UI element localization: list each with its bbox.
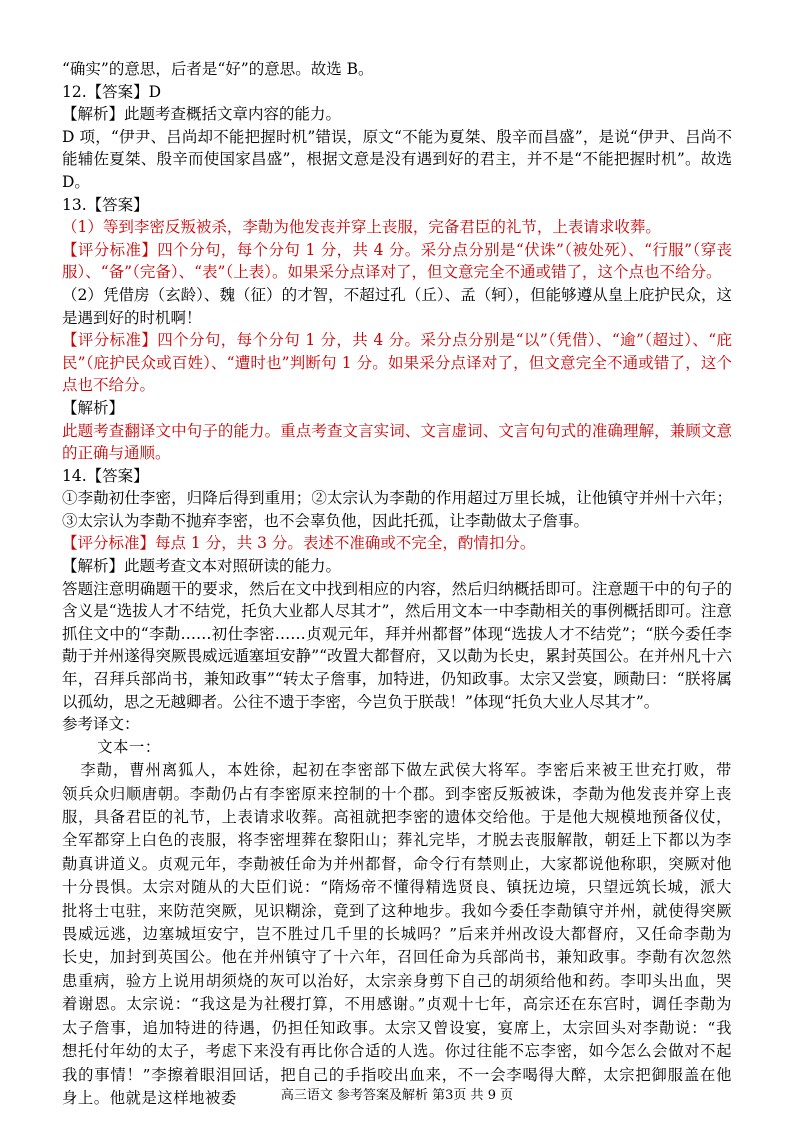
question-13-answer: 13.【答案】 xyxy=(62,195,149,214)
question-12-answer: 12.【答案】D xyxy=(62,82,162,101)
reference-translation-heading: 参考译文： xyxy=(62,715,140,734)
page-footer: 高三语文 参考答案及解析 第3页 共 9 页 xyxy=(280,1088,514,1103)
question-12-analysis: 【解析】此题考查概括文章内容的能力。 xyxy=(62,105,342,124)
question-14-scoring: 【评分标准】每点 1 分，共 3 分。表述不准确或不完全，酌情扣分。 xyxy=(62,534,536,553)
text-one-translation: 李勣，曹州离狐人，本姓徐，起初在李密部下做左武侯大将军。李密后来被王世充打败，带领兵众归顺唐朝。李勣仍占有李密原来控制的十个郡。到李密反叛被诛，李勣为他发丧并穿上丧服，具备君臣的礼节，上表请求收葬。高祖就把李密的遗体交给他。于是他大规模地预备仪仗，全军都穿上白色的丧服，将李密埋葬在黎阳山；葬礼完毕，才脱去丧服解散，朝廷上下都以为李勣真讲道义。贞观元年，李勣被任命为并州都督，命令行有禁则止，大家都说他称职，突厥对他十分畏惧。太宗对随从的大臣们说：“隋炀帝不懂得精选贤良、镇抚边境，只望远筑长城，派大批将士屯驻，来防范突厥，见识糊涂，竟到了这种地步。我如今委任李勣镇守并州，就使得突厥畏威远逃，边塞城垣安宁，岂不胜过几千里的长城吗？”后来并州改设大都督府，又任命李勣为长史，加封到英国公。他在并州镇守了十六年，召回任命为兵部尚书，兼知政事。李勣有次忽然患重病，验方上说用胡须烧的灰可以治好，太宗亲身剪下自己的胡须给他和药。李叩头出血，哭着谢恩。太宗说：“我这是为社稷打算，不用感谢。”贞观十七年，高宗还在东宫时，调任李勣为太子詹事，追加特进的待遇，仍担任知政事。太宗又曾设宴，宴席上，太宗回头对李勣说：“我想托付年幼的太子，考虑下来没有再比你合适的人选。你过往能不忘李密，如今怎么会做对不起我的事情！”李擦着眼泪回话，把自己的手指咬出血来，不一会李喝得大醉，太宗把御服盖在他身上。他就是这样地被委 xyxy=(62,761,732,1107)
question-13-scoring-2: 【评分标准】四个分句，每个分句 1 分，共 4 分。采分点分别是“以”（凭借）、“逾”（超过）、“庇民”（庇护民众或百姓）、“遭时也”判断句 1 分。如果采分点译对了，但文意完全不通或错了，这个点也不给分。 xyxy=(62,331,732,395)
question-13-analysis-heading: 【解析】 xyxy=(62,398,125,417)
question-13-translation-1: （1）等到李密反叛被杀，李勣为他发丧并穿上丧服，完备君臣的礼节，上表请求收葬。 xyxy=(62,218,661,237)
question-14-analysis: 答题注意明确题干的要求，然后在文中找到相应的内容，然后归纳概括即可。注意题干中的句子的含义是“选拔人才不结党，托负大业都人尽其才”，然后用文本一中李勣相关的事例概括即可。注意抓住文中的“李勣……初仕李密……贞观元年，拜并州都督”体现“选拔人才不结党”；“朕今委任李勣于并州遂得突厥畏威远遁塞垣安静”“改置大都督府，又以勣为长史，累封英国公。在并州凡十六年，召拜兵部尚书，兼知政事”“转太子詹事，加特进，仍知政事。太宗又尝宴，顾勣曰：“朕将属以孤幼，思之无越卿者。公往不遗于李密，今岂负于朕哉！”体现“托负大业人尽其才”。 xyxy=(62,579,732,711)
question-13-scoring-1: 【评分标准】四个分句，每个分句 1 分，共 4 分。采分点分别是“伏诛”（被处死）、“行服”（穿丧服）、“备”（完备）、“表”（上表）。如果采分点译对了，但文意完全不通或错了，这个点也不给分。 xyxy=(62,240,732,282)
text-one-heading: 文本一： xyxy=(97,737,161,756)
question-12-explanation: D 项，“伊尹、吕尚却不能把握时机”错误，原文“不能为夏桀、殷辛而昌盛”，是说“伊尹、吕尚不能辅佐夏桀、殷辛而使国家昌盛”，根据文意是没有遇到好的君主，并不是“不能把握时机”。故选 D。 xyxy=(62,127,732,191)
question-14-answer: 14.【答案】 xyxy=(62,466,149,485)
question-14-answer-content: ①李勣初仕李密，归降后得到重用；②太宗认为李勣的作用超过万里长城，让他镇守并州十六年；③太宗认为李勣不抛弃李密，也不会辜负他，因此托孤，让李勣做太子詹事。 xyxy=(62,489,732,530)
text-line: “确实”的意思，后者是“好”的意思。故选 B。 xyxy=(62,60,374,78)
question-14-analysis-heading: 【解析】此题考查文本对照研读的能力。 xyxy=(62,557,342,576)
question-13-translation-2: （2）凭借房（玄龄）、魏（征）的才智，不超过孔（丘）、孟（轲），但能够遵从皇上庇护民众，这是遇到好的时机啊！ xyxy=(62,285,732,327)
question-13-analysis: 此题考查翻译文中句子的能力。重点考查文言实词、文言虚词、文言句句式的准确理解，兼顾文意的正确与通顺。 xyxy=(62,421,732,463)
